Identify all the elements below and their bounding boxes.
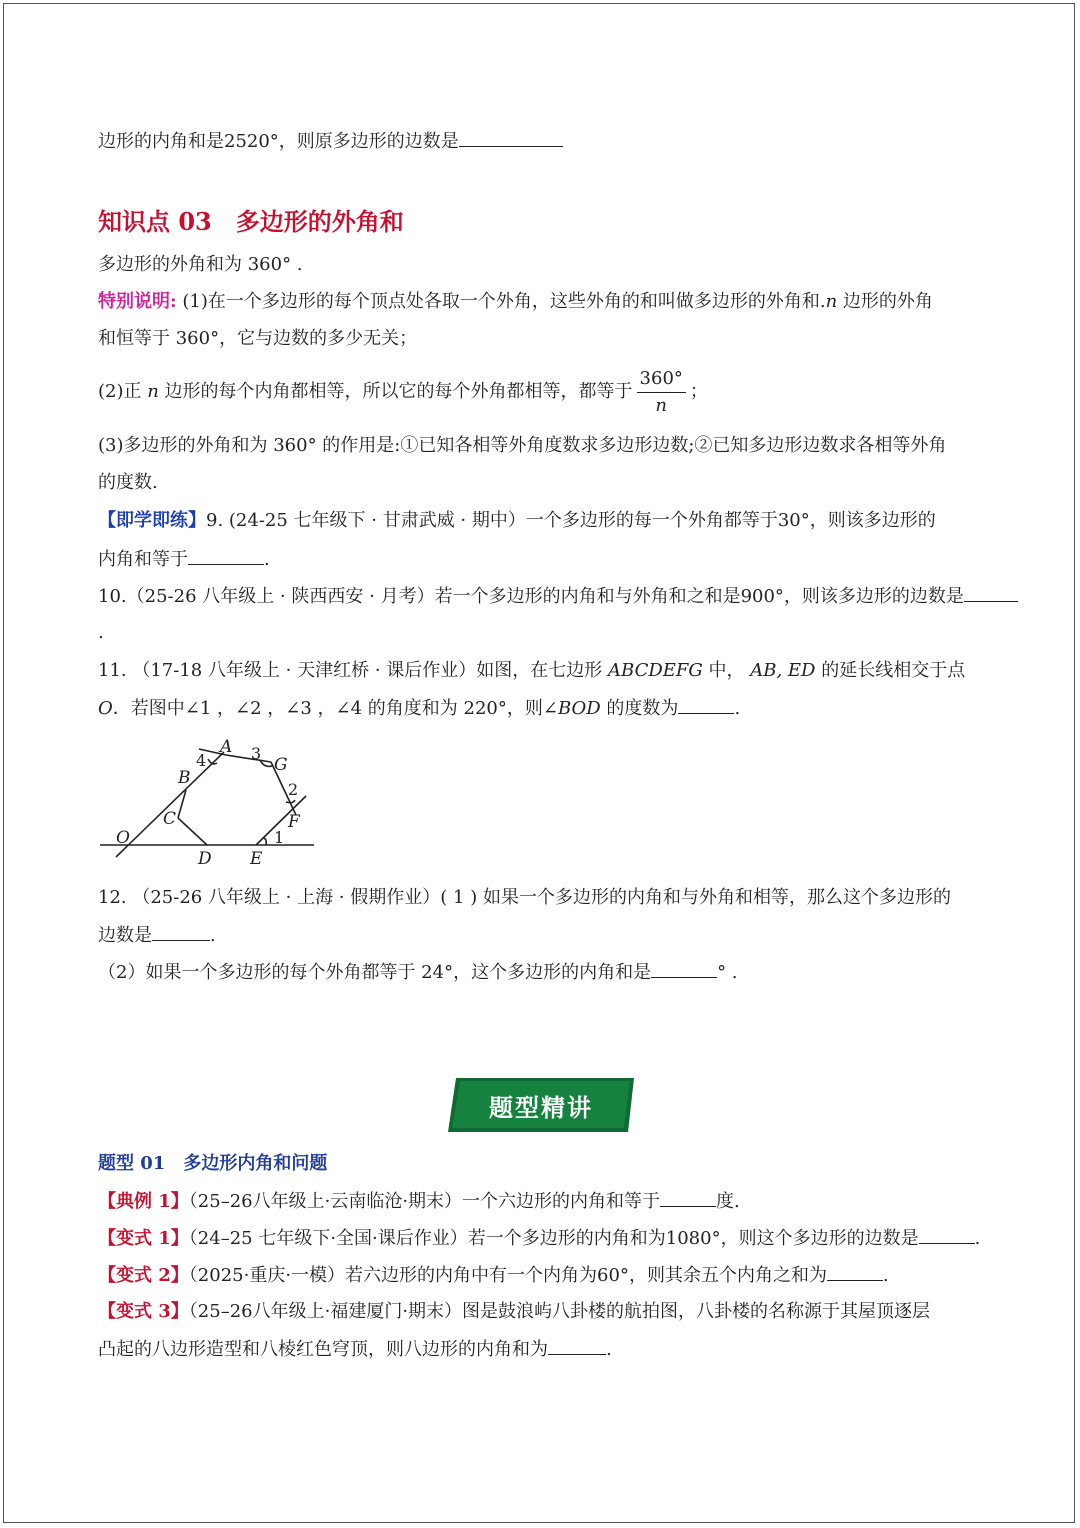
answer-blank[interactable] [152,922,210,941]
label-B: B [178,768,191,788]
answer-blank[interactable] [548,1336,606,1355]
continued-question: 边形的内角和是2520°，则原多边形的边数是 [98,128,563,155]
question-10-end: . [98,622,104,643]
note-line-1-cont: 和恒等于 360°，它与边数的多少无关； [98,328,418,349]
variant-3-cont: 凸起的八边形造型和八棱红色穹顶，则八边形的内角和为 . [98,1336,612,1363]
variant-1-label: 【变式 1】 [98,1228,189,1249]
label-angle-4: 4 [196,751,207,770]
question-12-part1: 边数是 . [98,922,216,949]
answer-blank[interactable] [964,583,1018,602]
answer-blank[interactable] [188,546,264,565]
variant-3-label: 【变式 3】 [98,1301,189,1322]
label-D: D [198,849,212,869]
answer-blank[interactable] [827,1262,883,1281]
question-9: 【即学即练】9. (24-25 七年级下 · 甘肃武威 · 期中）一个多边形的每一个外角都等于30°，则该多边形的 [98,510,936,531]
label-C: C [163,809,177,829]
heptagon-figure [96,730,326,875]
variant-1: 【变式 1】（24–25 七年级下·全国·课后作业）若一个多边形的内角和为1080°，则这个多边形的边数是 . [98,1225,980,1252]
edge-cd [178,818,207,845]
type-01-heading: 题型 01 多边形内角和问题 [98,1153,328,1174]
example-1-label: 【典例 1】 [98,1191,189,1212]
label-angle-1: 1 [274,828,285,847]
question-11: 11. （17-18 八年级上 · 天津红桥 · 课后作业）如图，在七边形 ABCDEFG 中， AB, ED 的延长线相交于点 [98,660,966,681]
example-1: 【典例 1】（25–26八年级上·云南临沧·期末）一个六边形的内角和等于 度. [98,1188,740,1215]
edge-bc [178,790,186,818]
note-line-2: (2)正 n 边形的每个内角都相等，所以它的每个外角都相等，都等于 $\frac{360^\circ}{n}$ ； [98,364,708,420]
variant-2: 【变式 2】（2025·重庆·一模）若六边形的内角中有一个内角为60°，则其余五个内角之和为 . [98,1262,889,1289]
edge-ag [226,755,271,762]
note-line-3-cont: 的度数. [98,472,158,493]
label-angle-3: 3 [251,744,262,763]
answer-blank[interactable] [919,1225,975,1244]
question-11-cont: O．若图中∠1 ，∠2 ，∠3 ，∠4 的角度和为 220°，则∠BOD 的度数为 . [98,695,740,722]
fraction-360-over-n: $\frac{360^\circ}{n}$ [637,366,686,419]
angle-1-arc [263,838,266,845]
angle-2-arc [286,800,295,803]
label-A: A [220,737,233,757]
answer-blank[interactable] [459,128,563,147]
label-F: F [288,812,300,832]
note-line-3: (3)多边形的外角和为 360° 的作用是:①已知各相等外角度数求多边形边数;②已知多边形边数求各相等外角 [98,435,947,456]
note-label: 特别说明: [98,291,177,312]
practice-label: 【即学即练】 [98,510,206,531]
note-line-1: 特别说明: (1)在一个多边形的每个顶点处各取一个外角，这些外角的和叫做多边形的外角和.n 边形的外角 [98,291,933,312]
variant-3: 【变式 3】（25–26八年级上·福建厦门·期末）图是鼓浪屿八卦楼的航拍图，八卦楼的名称源于其屋顶逐层 [98,1301,931,1322]
exterior-sum-statement: 多边形的外角和为 360° . [98,254,303,275]
answer-blank[interactable] [660,1188,716,1207]
question-12-part2: （2）如果一个多边形的每个外角都等于 24°，这个多边形的内角和是 ° . [98,959,738,986]
label-O: O [116,828,130,848]
question-12: 12. （25-26 八年级上 · 上海 · 假期作业）( 1 ) 如果一个多边形的内角和与外角和相等，那么这个多边形的 [98,887,951,908]
badge-title: 题型精讲 [489,1093,593,1122]
question-10: 10.（25-26 八年级上 · 陕西西安 · 月考）若一个多边形的内角和与外角和之和是900°，则该多边形的边数是 [98,583,1018,610]
variant-2-label: 【变式 2】 [98,1265,189,1286]
answer-blank[interactable] [651,959,717,978]
label-G: G [274,755,288,775]
label-E: E [250,849,263,869]
answer-blank[interactable] [678,695,734,714]
line-ab-extended [116,752,224,857]
section-heading: 知识点 03 多边形的外角和 [98,207,404,236]
label-angle-2: 2 [288,780,299,799]
question-9-cont: 内角和等于 . [98,546,270,573]
